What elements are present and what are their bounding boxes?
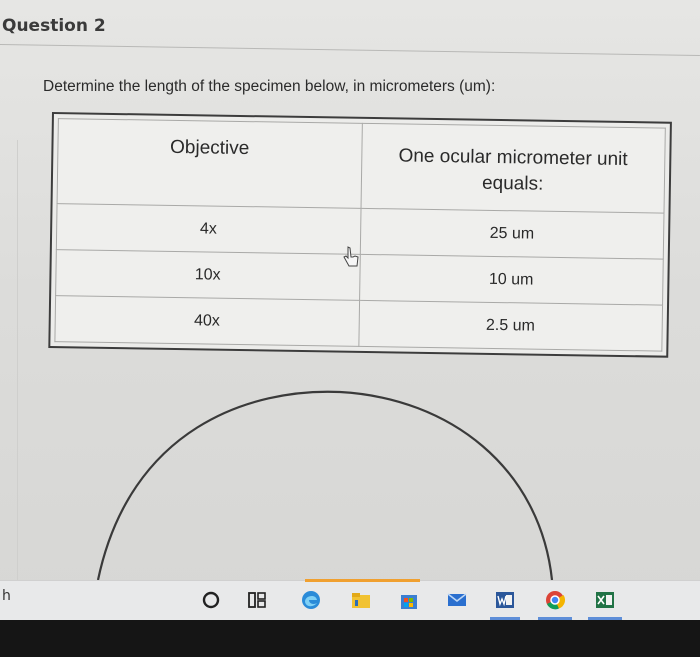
header-objective: Objective xyxy=(57,119,362,209)
cell-objective: 40x xyxy=(55,296,359,347)
word-icon[interactable] xyxy=(494,589,516,611)
chrome-icon[interactable] xyxy=(544,589,566,611)
cell-objective: 10x xyxy=(56,250,360,301)
mail-icon[interactable] xyxy=(446,589,468,611)
table-header-row xyxy=(57,119,665,214)
question-prompt: Determine the length of the specimen below, in micrometers (um): xyxy=(43,78,496,95)
left-edge xyxy=(0,140,18,580)
cell-value: 2.5 um xyxy=(358,300,662,351)
microscope-field-of-view xyxy=(90,388,560,588)
task-view-icon[interactable] xyxy=(246,589,268,611)
micrometer-table-grid xyxy=(54,118,665,352)
micrometer-table xyxy=(48,112,672,358)
excel-icon[interactable] xyxy=(594,589,616,611)
question-title: Question 2 xyxy=(2,16,106,36)
screen-bezel xyxy=(0,620,700,657)
store-icon[interactable] xyxy=(398,589,420,611)
cell-objective: 4x xyxy=(56,204,360,255)
table-row xyxy=(55,296,663,352)
cortana-circle-icon[interactable] xyxy=(200,589,222,611)
title-divider xyxy=(0,44,700,56)
cell-value: 10 um xyxy=(359,254,663,305)
taskbar-highlight-strip xyxy=(305,579,420,582)
header-unit-value: One ocular micrometer unit equals: xyxy=(361,123,666,213)
taskbar-edge-text: h xyxy=(2,588,11,604)
hand-cursor-icon xyxy=(342,246,360,268)
cell-value: 25 um xyxy=(360,208,664,259)
file-explorer-icon[interactable] xyxy=(350,589,372,611)
edge-icon[interactable] xyxy=(300,589,322,611)
